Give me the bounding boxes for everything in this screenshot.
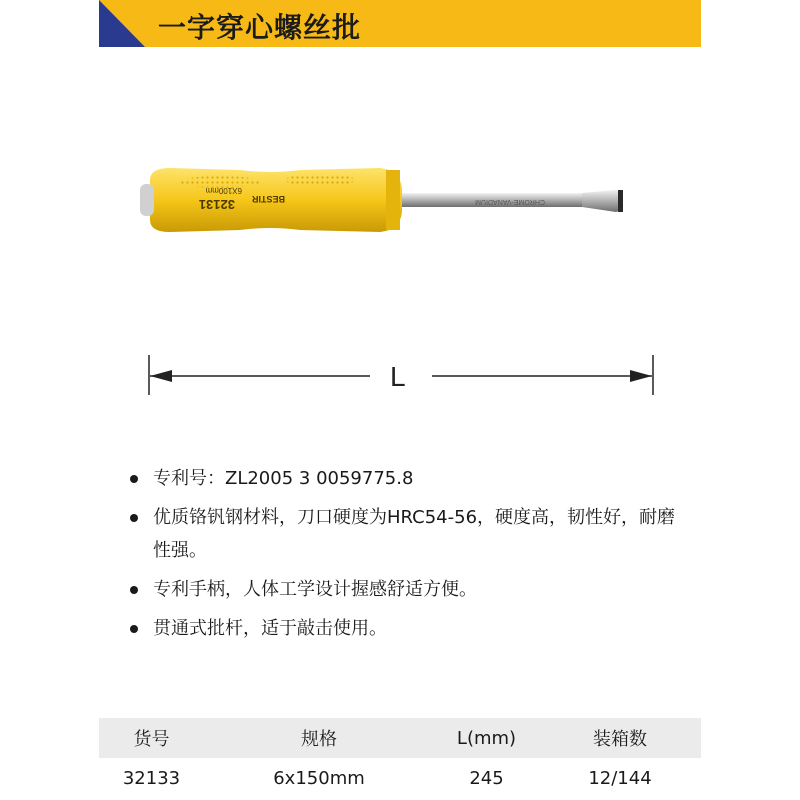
- length-label: L: [390, 361, 406, 392]
- header-length: L(mm): [456, 727, 517, 749]
- banner-triangle-decoration: [99, 0, 145, 47]
- handle-size-text: 6X100mm: [205, 186, 242, 195]
- spec-table: [99, 718, 701, 798]
- page-title: 一字穿心螺丝批: [158, 11, 362, 44]
- shaft-text: CHROME-VANADIUM: [475, 198, 545, 205]
- header-spec: 规格: [301, 729, 337, 750]
- flathead-screwdriver-image: [140, 160, 680, 250]
- feature-material: 优质铬钒钢材料，刀口硬度为HRC54-56，硬度高，韧性好，耐磨性强。: [125, 501, 685, 567]
- cell-item-no: 32133: [122, 767, 181, 789]
- header-item-no: 货号: [133, 729, 170, 750]
- feature-list: [125, 462, 685, 651]
- feature-shaft: 贯通式批杆，适于敲击使用。: [125, 612, 685, 645]
- feature-handle: 专利手柄，人体工学设计握感舒适方便。: [125, 573, 685, 606]
- handle-code-text: 32131: [198, 197, 235, 212]
- handle-brand-text: BESTIR: [251, 194, 285, 204]
- cell-length: 245: [469, 767, 504, 789]
- title-banner: [99, 0, 701, 47]
- cell-pack-qty: 12/144: [588, 767, 652, 789]
- spec-table-header: [99, 718, 701, 758]
- header-pack-qty: 装箱数: [593, 729, 647, 750]
- cell-spec: 6x150mm: [273, 767, 365, 789]
- table-row: [99, 758, 701, 798]
- feature-patent: 专利号：ZL2005 3 0059775.8: [125, 462, 685, 495]
